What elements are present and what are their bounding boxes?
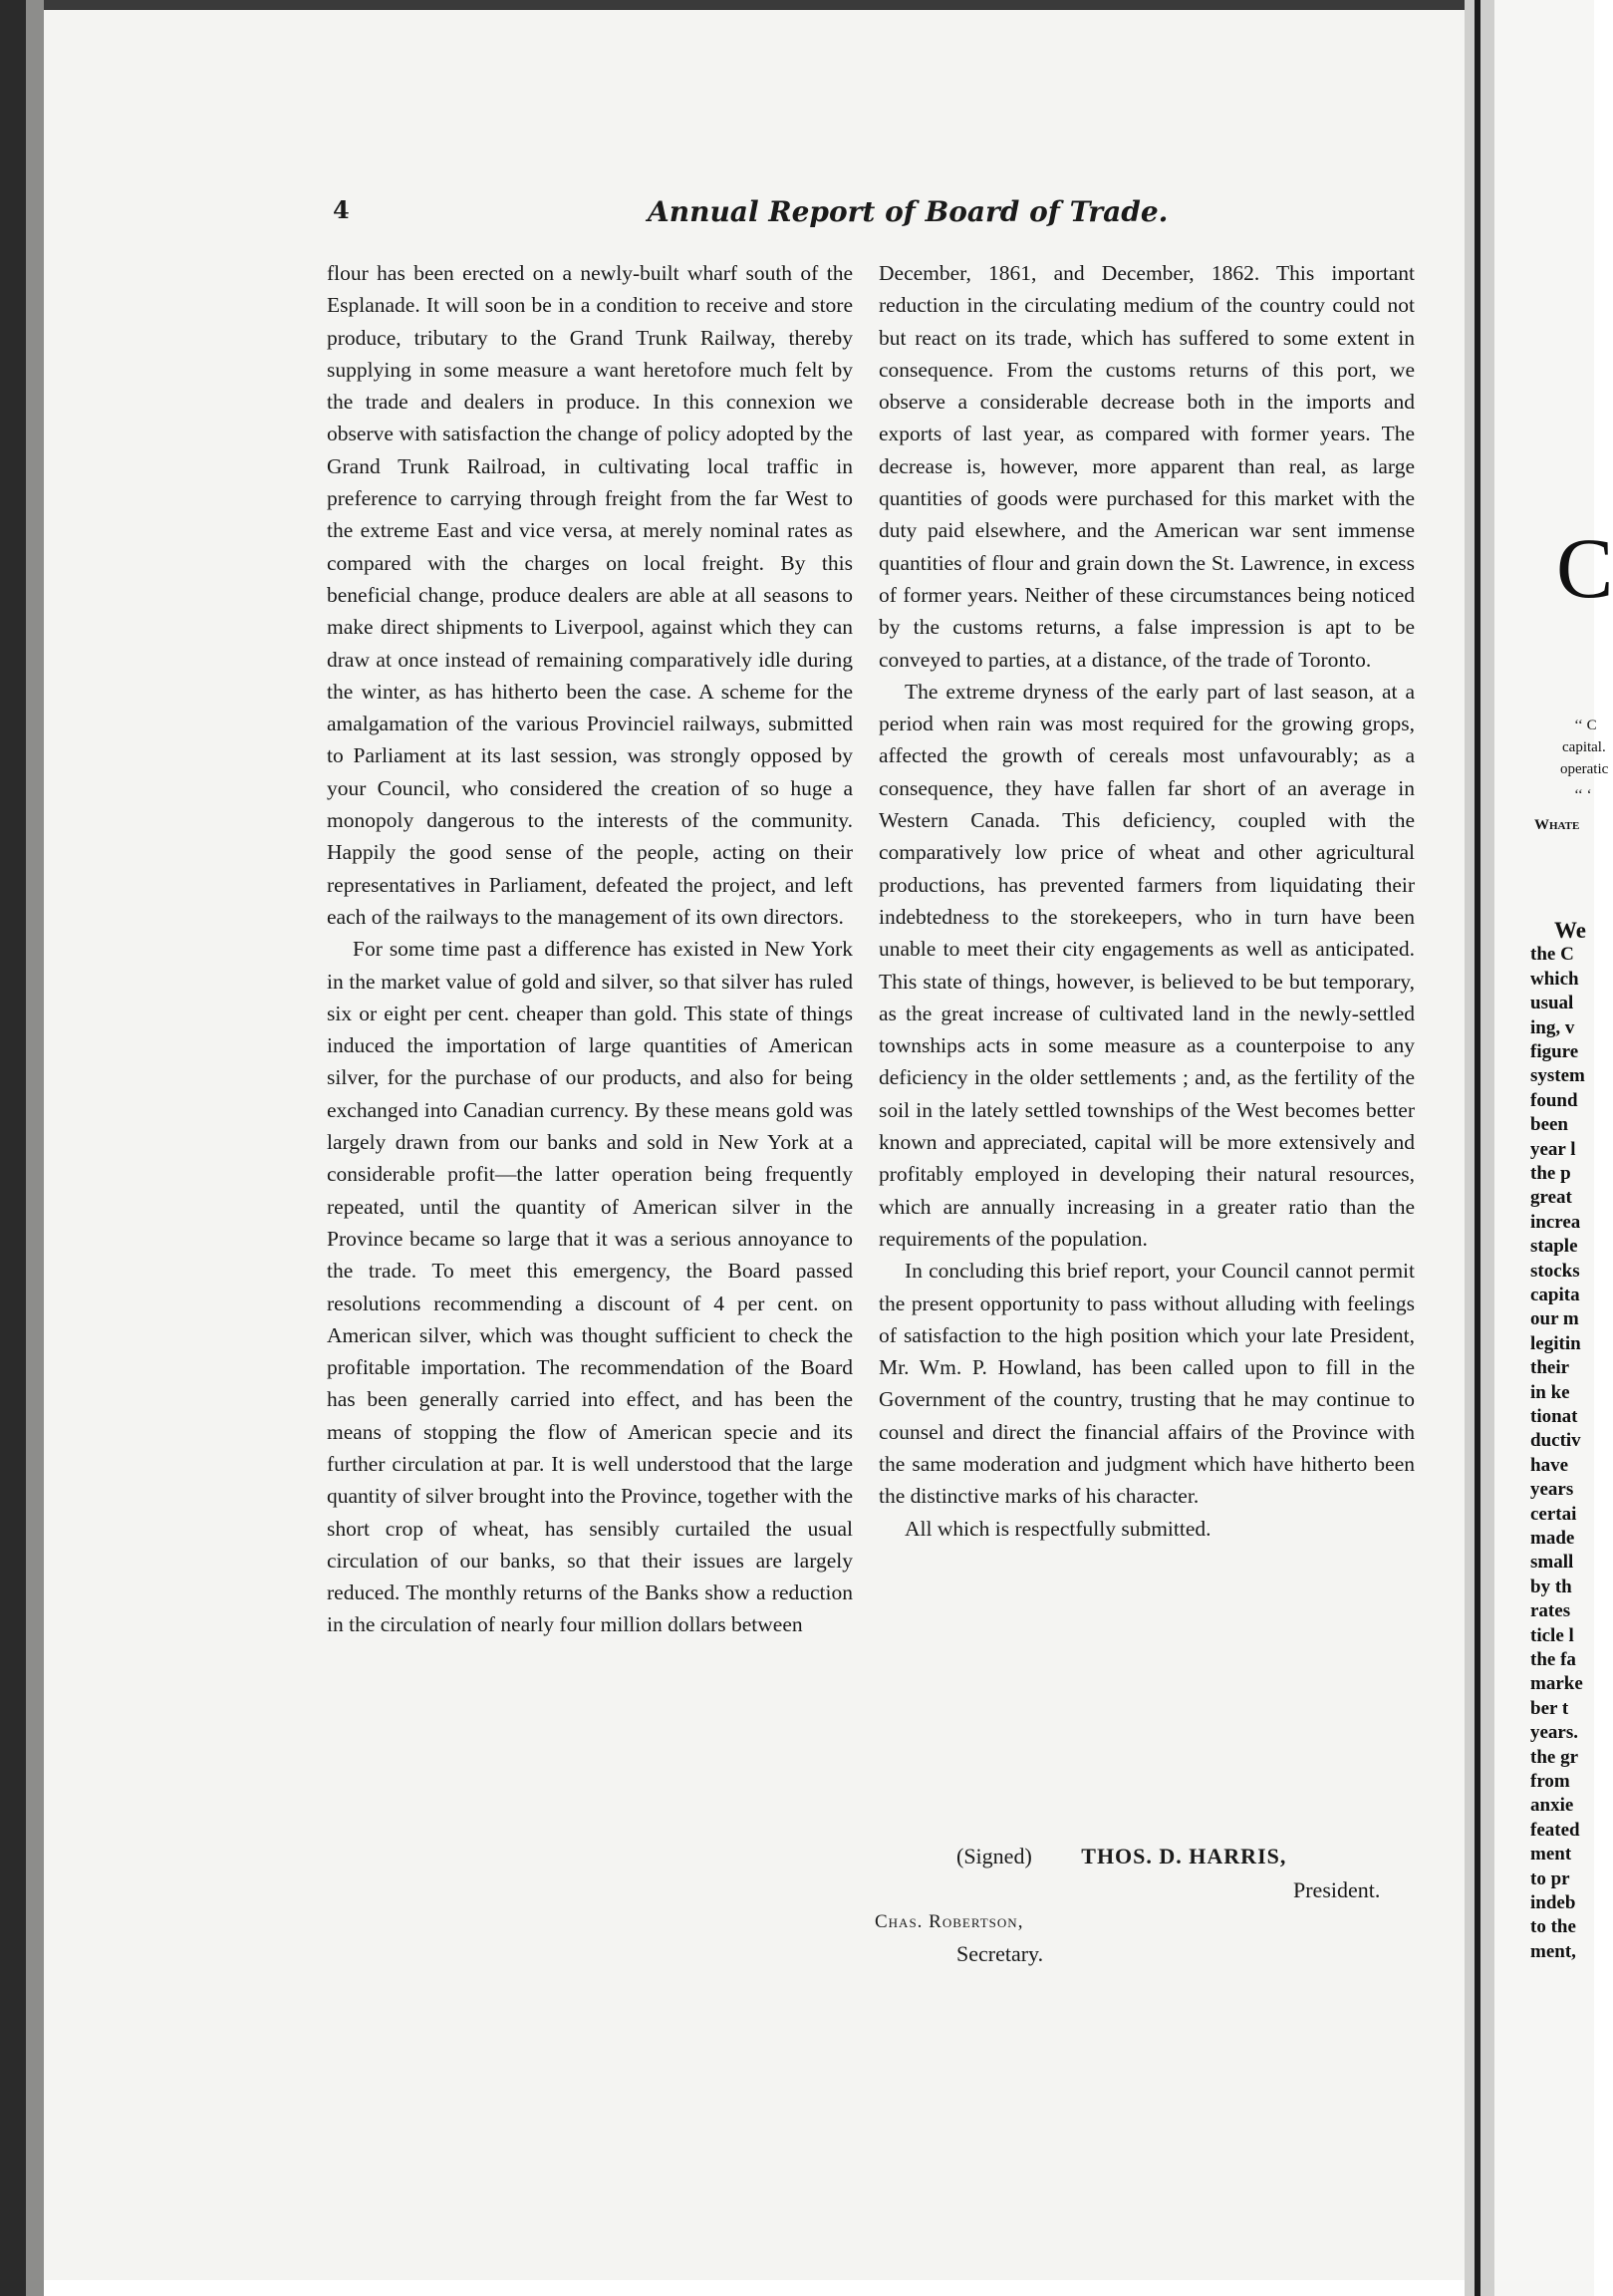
- next-page-fragment: to the: [1530, 1916, 1576, 1938]
- next-page-fragment: the fa: [1530, 1649, 1576, 1670]
- next-page-fragment: staple: [1530, 1236, 1578, 1258]
- next-page-fragment: year l: [1530, 1138, 1576, 1160]
- next-page-fragment: years: [1530, 1479, 1574, 1501]
- right-column: [879, 257, 1415, 1545]
- next-page-fragment: in ke: [1530, 1381, 1570, 1403]
- signed-label: (Signed): [956, 1844, 1032, 1868]
- next-page-fragment: capital.: [1562, 739, 1606, 755]
- gutter-line: [1475, 0, 1480, 2296]
- next-page-fragment: been: [1530, 1114, 1568, 1136]
- next-page-fragment: their: [1530, 1357, 1570, 1379]
- next-page-fragment: from: [1530, 1771, 1570, 1792]
- next-page-fragment: ment,: [1530, 1940, 1576, 1962]
- paragraph: For some time past a difference has existed in New York in the market value of gold and silver, so that silver has ruled six or eight per cent. cheaper than gold. This state of things induced the importation of large quantities of American silver, for the purchase of our products, and also for being exchanged into Canadian currency. By these means gold was largely drawn from our banks and sold in New York at a considerable profit—the latter operation being frequently repeated, until the quantity of American silver in the Province became so large that it was a serious annoyance to the trade. To meet this emergency, the Board passed resolutions recommending a discount of 4 per cent. on American silver, which was thought sufficient to check the profitable importation. The recommendation of the Board has been generally carried into effect, and has been the means of stopping the flow of American specie and its further circulation at par. It is well understood that the large quantity of silver brought into the Province, together with the short crop of wheat, has sensibly curtailed the usual circulation of our banks, so that their issues are largely reduced. The monthly returns of the Banks show a reduction in the circulation of nearly four million dollars between: [327, 937, 853, 1637]
- next-page-fragment: anxie: [1530, 1795, 1574, 1817]
- next-page-fragment: ‘‘ ‘: [1574, 787, 1592, 803]
- next-page-fragment: certai: [1530, 1503, 1577, 1525]
- page-number: 4: [333, 195, 350, 224]
- top-edge-shadow: [40, 0, 1475, 10]
- president-name: THOS. D. HARRIS,: [1081, 1844, 1287, 1868]
- paragraph: flour has been erected on a newly-built wharf south of the Esplanade. It will soon be in a condition to receive and store produce, tributary to the Grand Trunk Railway, thereby supplying in some measure a want heretofore much felt by the trade and dealers in produce. In this connexion we observe with satisfaction the change of policy adopted by the Grand Trunk Railroad, in cultivating local traffic in preference to carrying through freight from the far West to the extreme East and vice versa, at merely nominal rates as compared with the charges on local freight. By this beneficial change, produce dealers are able at all seasons to make direct shipments to Liverpool, against which they can draw at once instead of remaining comparatively idle during the winter, as has hitherto been the case. A scheme for the amalgamation of the various Provinciel railways, submitted to Parliament at its last session, was strongly opposed by your Council, who considered the creation of so huge a monopoly dangerous to the interests of the community. Happily the good sense of the people, acting on their representatives in Parliament, defeated the project, and left each of the railways to the management of its own directors.: [327, 261, 853, 929]
- next-page-fragment: legitin: [1530, 1332, 1581, 1354]
- left-column: [327, 257, 853, 1641]
- next-page-fragment: system: [1530, 1065, 1585, 1087]
- next-page-fragment: ber t: [1530, 1697, 1569, 1719]
- next-page-fragment: years.: [1530, 1722, 1579, 1744]
- next-page-fragment: operatic: [1560, 761, 1609, 777]
- next-page-fragment: the C: [1530, 944, 1574, 966]
- next-page-fragment: marke: [1530, 1673, 1583, 1695]
- next-page-fragment: tionat: [1530, 1406, 1578, 1427]
- next-page-fragment: made: [1530, 1528, 1575, 1549]
- next-page-fragment: ticle l: [1530, 1624, 1574, 1646]
- next-page-fragment: We: [1554, 918, 1586, 943]
- next-page-fragment: by th: [1530, 1576, 1572, 1597]
- next-page-fragment: ing, v: [1530, 1016, 1575, 1038]
- next-page-fragment: small: [1530, 1552, 1574, 1574]
- secretary-title: Secretary.: [956, 1941, 1044, 1966]
- signature-line: [956, 1844, 1286, 1869]
- next-page-fragment: found: [1530, 1089, 1578, 1111]
- next-page-fragment: the gr: [1530, 1746, 1579, 1768]
- paragraph: In concluding this brief report, your Council cannot permit the present opportunity to pass without alluding with feelings of satisfaction to the high position which your late President, Mr. Wm. P. Howland, has been called upon to fill in the Government of the country, trusting that he may continue to counsel and direct the financial affairs of the Province with the same moderation and judgment which have hitherto been the distinctive marks of his character.: [879, 1259, 1415, 1509]
- next-page-fragment: ‘‘ C: [1574, 718, 1597, 733]
- next-page-fragment: stocks: [1530, 1260, 1580, 1282]
- next-page-fragment: indeb: [1530, 1892, 1576, 1913]
- next-page-fragment: which: [1530, 968, 1579, 990]
- next-page-fragment: the p: [1530, 1163, 1571, 1184]
- running-title: Annual Report of Board of Trade.: [648, 195, 1169, 228]
- next-page-fragment: ment: [1530, 1844, 1572, 1866]
- next-page-fragment: our m: [1530, 1308, 1579, 1330]
- next-page-fragment: rates: [1530, 1600, 1571, 1622]
- next-page-fragment: Whate: [1534, 817, 1580, 833]
- paragraph: The extreme dryness of the early part of last season, at a period when rain was most required for the growing grops, affected the growth of cereals most unfavourably; as a consequence, they have fallen far short of an average in Western Canada. This deficiency, coupled with the comparatively low price of wheat and other agricultural productions, has prevented farmers from liquidating their indebtedness to the storekeepers, who in turn have been unable to meet their city engagements as well as anticipated. This state of things, however, is believed to be but temporary, as the great increase of cultivated land in the newly-settled townships acts in some measure as a counterpoise to any deficiency in the older settlements ; and, as the fertility of the soil in the lately settled townships of the West becomes better known and appreciated, capital will be more extensively and profitably employed in developing their natural resources, which are annually increasing in a greater ratio than the requirements of the population.: [879, 679, 1415, 1251]
- next-page-fragment: great: [1530, 1187, 1572, 1209]
- next-page-fragment: capita: [1530, 1285, 1580, 1305]
- next-page-fragment: feated: [1530, 1819, 1580, 1841]
- next-page-fragment: have: [1530, 1454, 1568, 1476]
- next-page-fragment: ductiv: [1530, 1430, 1581, 1452]
- next-page-big-letter: C: [1556, 520, 1613, 616]
- next-page-fragment: increa: [1530, 1211, 1581, 1233]
- next-page-fragment: figure: [1530, 1041, 1579, 1062]
- president-title: President.: [1293, 1877, 1381, 1902]
- next-page-fragment: to pr: [1530, 1867, 1570, 1889]
- secretary-name: Chas. Robertson,: [875, 1911, 1024, 1932]
- closing-line: All which is respectfully submitted.: [905, 1516, 1211, 1541]
- left-edge-highlight: [26, 0, 44, 2296]
- paragraph: December, 1861, and December, 1862. This important reduction in the circulating medium of the country could not but react on its trade, which has suffered to some extent in consequence. From the customs returns of this port, we observe a considerable decrease both in the imports and exports of last year, as compared with former years. The decrease is, however, more apparent than real, as large quantities of goods were purchased for this market with the duty paid elsewhere, and the American war sent immense quantities of flour and grain down the St. Lawrence, in excess of former years. Neither of these circumstances being noticed by the customs returns, a false impression is apt to be conveyed to parties, at a distance, of the trade of Toronto.: [879, 261, 1415, 672]
- next-page-fragment: usual: [1530, 993, 1574, 1014]
